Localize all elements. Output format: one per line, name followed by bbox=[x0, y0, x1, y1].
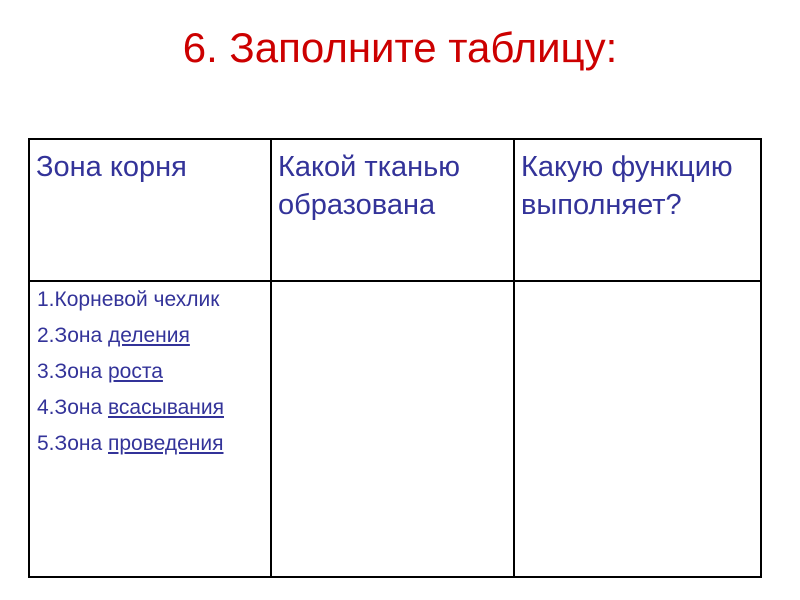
function-answer-cell[interactable] bbox=[514, 281, 761, 577]
zone-link-absorption[interactable]: всасывания bbox=[108, 396, 224, 419]
zone-link-conduction[interactable]: проведения bbox=[108, 432, 224, 455]
tissue-answer-cell[interactable] bbox=[271, 281, 514, 577]
zone-label: 2.Зона bbox=[37, 324, 108, 347]
zone-label: 3.Зона bbox=[37, 360, 108, 383]
root-zones-table bbox=[28, 138, 762, 578]
zone-link-division[interactable]: деления bbox=[108, 324, 190, 347]
header-function: Какую функцию выполняет? bbox=[514, 139, 761, 281]
zone-label: 5.Зона bbox=[37, 432, 108, 455]
slide-title: 6. Заполните таблицу: bbox=[182, 24, 618, 71]
zone-item-absorption bbox=[37, 394, 266, 421]
zones-list bbox=[30, 282, 270, 461]
table-row bbox=[29, 281, 761, 577]
zones-cell bbox=[29, 281, 271, 577]
zone-item-conduction bbox=[37, 430, 266, 457]
header-tissue: Какой тканью образована bbox=[271, 139, 514, 281]
zone-label: 1.Корневой чехлик bbox=[37, 288, 220, 311]
zone-link-growth[interactable]: роста bbox=[108, 360, 163, 383]
zone-item-growth bbox=[37, 358, 266, 385]
header-zone: Зона корня bbox=[29, 139, 271, 281]
zone-item-cap bbox=[37, 286, 266, 313]
table-header-row bbox=[29, 139, 761, 281]
zone-item-division bbox=[37, 322, 266, 349]
zone-label: 4.Зона bbox=[37, 396, 108, 419]
